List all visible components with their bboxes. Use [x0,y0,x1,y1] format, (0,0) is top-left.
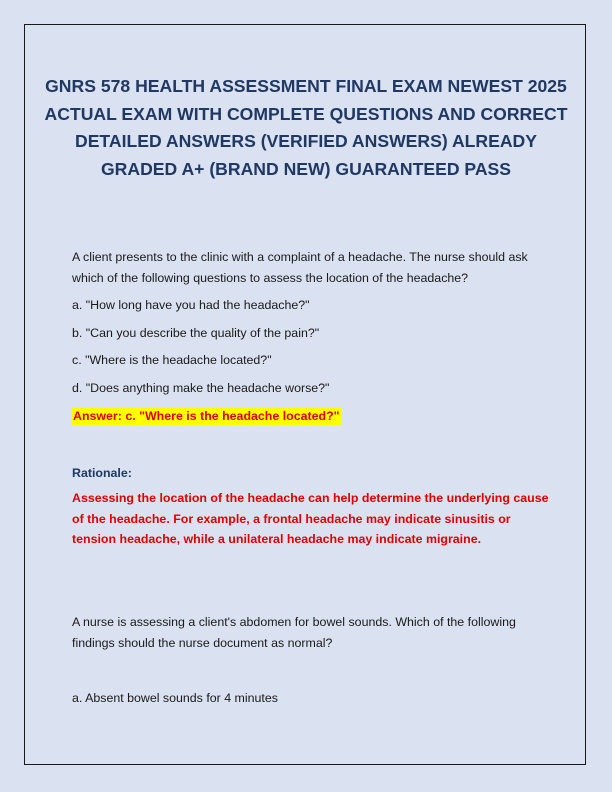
question-1-option-d: d. "Does anything make the headache worse?" [72,381,330,395]
question-1-option-b: b. "Can you describe the quality of the pain?" [72,326,320,340]
question-1-rationale: Assessing the location of the headache can help determine the underlying cause of the headache. For example, a frontal headache may indicate sinusitis or tension headache, while a unilateral headache may indicate migraine. [72,491,549,546]
document-title: GNRS 578 HEALTH ASSESSMENT FINAL EXAM NEWEST 2025 ACTUAL EXAM WITH COMPLETE QUESTIONS AND CORRECT DETAILED ANSWERS (VERIFIED ANSWERS) ALREADY GRADED A+ (BRAND NEW) GUARANTEED PASS [44,76,568,179]
question-1-option-a: a. "How long have you had the headache?" [72,298,310,312]
question-1-rationale-label: Rationale: [72,466,132,480]
question-2-stem: A nurse is assessing a client's abdomen for bowel sounds. Which of the following findings should the nurse document as normal? [72,615,516,650]
question-1-option-c: c. "Where is the headache located?" [72,353,272,367]
question-2-option-a: a. Absent bowel sounds for 4 minutes [72,691,278,705]
question-1-answer: Answer: c. "Where is the headache located?" [73,409,340,423]
question-1-stem: A client presents to the clinic with a complaint of a headache. The nurse should ask which of the following questions to assess the location of the headache? [72,250,528,285]
